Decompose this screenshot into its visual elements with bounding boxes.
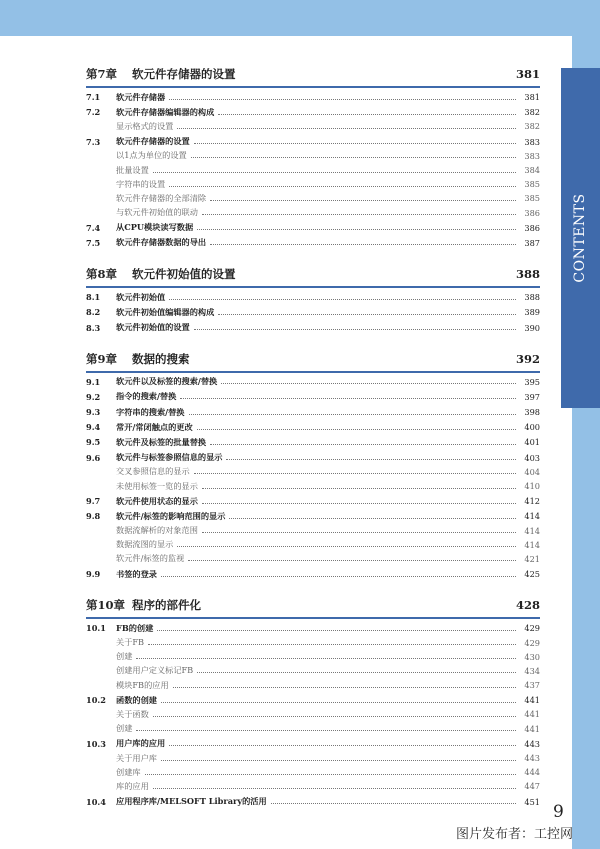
entry-page: 385: [524, 193, 540, 204]
contents-tab-label: CONTENTS: [572, 193, 588, 283]
toc-entry[interactable]: [86, 678, 540, 692]
chapter-heading[interactable]: [86, 66, 540, 88]
entry-title: 软元件使用状态的显示: [116, 495, 198, 506]
chapter-page: 428: [515, 598, 540, 613]
toc-entry[interactable]: [86, 390, 540, 404]
toc-entry[interactable]: [86, 290, 540, 304]
dot-leader: [197, 429, 516, 430]
dot-leader: [177, 546, 516, 547]
toc-entry[interactable]: [86, 494, 540, 508]
chapter-page: 388: [515, 267, 540, 282]
toc-entry[interactable]: [86, 737, 540, 751]
dot-leader: [189, 414, 517, 415]
dot-leader: [157, 630, 516, 631]
entry-page: 451: [524, 796, 540, 807]
entry-page: 382: [524, 121, 540, 132]
entry-page: 404: [524, 466, 540, 477]
dot-leader: [169, 99, 516, 100]
entry-title: 常开/常闭触点的更改: [116, 421, 193, 432]
entry-page: 434: [524, 665, 540, 676]
chapter-title: 程序的部件化: [132, 598, 201, 613]
entry-title: 书签的登录: [116, 568, 157, 579]
toc-entry[interactable]: [86, 105, 540, 119]
toc-entry[interactable]: [86, 538, 540, 552]
entry-title: 创建库: [116, 766, 141, 777]
toc-entry[interactable]: [86, 90, 540, 104]
chapter-title: 软元件初始值的设置: [132, 267, 236, 282]
entry-number: 9.7: [86, 496, 101, 507]
toc-entry[interactable]: [86, 435, 540, 449]
entry-title: 关于用户库: [116, 752, 157, 763]
entry-title: 软元件存储器的全部清除: [116, 192, 207, 203]
entry-title: 软元件存储器数据的导出: [116, 237, 207, 248]
dot-leader: [218, 114, 516, 115]
entry-list: [86, 288, 540, 335]
entry-page: 441: [524, 709, 540, 720]
entry-page: 429: [524, 623, 540, 634]
entry-page: 429: [524, 637, 540, 648]
entry-page: 400: [524, 422, 540, 433]
chapter-title: 软元件存储器的设置: [132, 67, 236, 81]
dot-leader: [197, 672, 516, 673]
dot-leader: [194, 473, 516, 474]
dot-leader: [188, 560, 516, 561]
dot-leader: [229, 518, 516, 519]
entry-page: 447: [524, 781, 540, 792]
chapter-page: 392: [515, 351, 540, 366]
watermark: 图片发布者：工控网: [456, 827, 574, 842]
entry-title: 创建用户定义标记FB: [116, 665, 194, 676]
dot-leader: [221, 383, 516, 384]
toc-entry[interactable]: [86, 779, 540, 793]
entry-page: 395: [524, 376, 540, 387]
entry-number: 8.2: [86, 307, 101, 318]
entry-title: 软元件及标签的批量替换: [116, 436, 207, 447]
entry-page: 383: [524, 136, 540, 147]
toc-entry[interactable]: [86, 795, 540, 809]
toc-entry[interactable]: [86, 765, 540, 779]
dot-leader: [202, 503, 516, 504]
entry-title: 显示格式的设置: [116, 120, 174, 131]
entry-list: [86, 373, 540, 582]
dot-leader: [202, 532, 516, 533]
entry-page: 388: [524, 292, 540, 303]
entry-title: 字符串的搜索/替换: [116, 406, 185, 417]
entry-number: 9.9: [86, 569, 101, 580]
entry-number: 9.6: [86, 452, 101, 463]
dot-leader: [153, 716, 516, 717]
chapter-section: [86, 597, 540, 808]
chapter-section: [86, 351, 540, 582]
chapter-title: 数据的搜索: [132, 351, 190, 366]
page-number: 9: [553, 802, 564, 822]
chapter-section: [86, 266, 540, 335]
entry-number: 7.4: [86, 222, 101, 233]
toc-entry[interactable]: [86, 524, 540, 538]
entry-title: 指令的搜索/替换: [116, 391, 177, 402]
toc-entry[interactable]: [86, 465, 540, 479]
dot-leader: [177, 128, 516, 129]
entry-title: 模块FB的应用: [116, 679, 169, 690]
dot-leader: [169, 299, 516, 300]
chapter-number: 第7章: [86, 67, 118, 81]
chapter-section: [86, 66, 540, 250]
entry-title: 以1点为单位的设置: [116, 150, 187, 161]
dot-leader: [173, 687, 516, 688]
entry-title: 交叉参照信息的显示: [116, 466, 190, 477]
entry-title: 软元件存储器的设置: [116, 136, 190, 147]
toc-entry[interactable]: [86, 635, 540, 649]
entry-list: [86, 88, 540, 250]
entry-number: 7.1: [86, 92, 101, 103]
entry-page: 384: [524, 165, 540, 176]
entry-title: 批量设置: [116, 164, 149, 175]
entry-title: 软元件初始值编辑器的构成: [116, 306, 215, 317]
entry-title: 函数的创建: [116, 694, 157, 705]
entry-page: 401: [524, 437, 540, 448]
entry-number: 10.1: [86, 623, 106, 634]
dot-leader: [194, 143, 516, 144]
dot-leader: [191, 157, 516, 158]
entry-page: 437: [524, 680, 540, 691]
entry-page: 444: [524, 767, 540, 778]
entry-page: 430: [524, 651, 540, 662]
toc-entry[interactable]: [86, 375, 540, 389]
dot-leader: [202, 488, 516, 489]
entry-title: 与软元件初始值的联动: [116, 207, 198, 218]
toc-entry[interactable]: [86, 221, 540, 235]
dot-leader: [169, 745, 516, 746]
toc-entry[interactable]: [86, 650, 540, 664]
dot-leader: [136, 658, 516, 659]
dot-leader: [148, 644, 516, 645]
entry-number: 9.8: [86, 511, 101, 522]
entry-title: 应用程序库/MELSOFT Library的活用: [116, 796, 267, 807]
chapter-heading[interactable]: [86, 597, 540, 619]
toc-entry[interactable]: [86, 479, 540, 493]
entry-title: 软元件初始值的设置: [116, 322, 190, 333]
entry-page: 441: [524, 723, 540, 734]
toc-entry[interactable]: [86, 664, 540, 678]
entry-number: 9.3: [86, 407, 101, 418]
dot-leader: [197, 229, 516, 230]
entry-number: 7.2: [86, 107, 101, 118]
table-of-contents: [86, 66, 540, 825]
entry-title: 未使用标签一览的显示: [116, 480, 198, 491]
entry-title: 软元件与标签参照信息的显示: [116, 452, 223, 463]
entry-title: 软元件存储器: [116, 91, 166, 102]
entry-number: 9.4: [86, 422, 101, 433]
entry-page: 397: [524, 391, 540, 402]
dot-leader: [271, 803, 516, 804]
toc-entry[interactable]: [86, 177, 540, 191]
entry-title: 软元件以及标签的搜索/替换: [116, 376, 218, 387]
entry-page: 383: [524, 150, 540, 161]
entry-title: 字符串的设置: [116, 178, 166, 189]
entry-page: 386: [524, 222, 540, 233]
toc-entry[interactable]: [86, 451, 540, 465]
toc-entry[interactable]: [86, 509, 540, 523]
entry-page: 386: [524, 207, 540, 218]
entry-number: 7.3: [86, 136, 101, 147]
entry-title: 软元件初始值: [116, 291, 166, 302]
entry-title: 库的应用: [116, 780, 149, 791]
dot-leader: [210, 444, 516, 445]
dot-leader: [161, 702, 516, 703]
entry-title: 数据流解析的对象范围: [116, 525, 198, 536]
entry-number: 10.4: [86, 796, 106, 807]
entry-title: 关于FB: [116, 637, 145, 648]
toc-entry[interactable]: [86, 191, 540, 205]
toc-entry[interactable]: [86, 420, 540, 434]
entry-number: 9.5: [86, 437, 101, 448]
toc-entry[interactable]: [86, 149, 540, 163]
entry-title: 用户库的应用: [116, 738, 166, 749]
entry-page: 389: [524, 307, 540, 318]
chapter-heading[interactable]: [86, 351, 540, 373]
entry-title: 创建: [116, 723, 133, 734]
toc-entry[interactable]: [86, 707, 540, 721]
toc-entry[interactable]: [86, 722, 540, 736]
chapter-number: 第9章: [86, 351, 118, 366]
chapter-number: 第10章: [86, 598, 126, 613]
entry-page: 390: [524, 322, 540, 333]
toc-entry[interactable]: [86, 621, 540, 635]
toc-entry[interactable]: [86, 135, 540, 149]
dot-leader: [145, 774, 516, 775]
entry-page: 443: [524, 753, 540, 764]
toc-entry[interactable]: [86, 751, 540, 765]
entry-page: 441: [524, 695, 540, 706]
toc-entry[interactable]: [86, 567, 540, 581]
entry-title: 关于函数: [116, 708, 149, 719]
entry-title: 软元件/标签的监视: [116, 553, 185, 564]
toc-entry[interactable]: [86, 119, 540, 133]
entry-page: 414: [524, 511, 540, 522]
entry-title: 数据流图的显示: [116, 539, 174, 550]
dot-leader: [136, 730, 516, 731]
entry-title: 软元件/标签的影响范围的显示: [116, 510, 226, 521]
entry-number: 8.1: [86, 292, 101, 303]
entry-page: 387: [524, 237, 540, 248]
entry-number: 7.5: [86, 237, 101, 248]
dot-leader: [153, 788, 516, 789]
toc-entry[interactable]: [86, 693, 540, 707]
entry-page: 382: [524, 107, 540, 118]
entry-number: 10.2: [86, 695, 106, 706]
entry-page: 403: [524, 452, 540, 463]
entry-page: 398: [524, 407, 540, 418]
entry-title: 创建: [116, 651, 133, 662]
entry-page: 421: [524, 553, 540, 564]
entry-page: 385: [524, 179, 540, 190]
dot-leader: [161, 576, 516, 577]
dot-leader: [202, 214, 516, 215]
entry-page: 414: [524, 539, 540, 550]
entry-page: 443: [524, 738, 540, 749]
chapter-number: 第8章: [86, 267, 118, 282]
entry-title: 从CPU模块读写数据: [116, 222, 194, 233]
entry-number: 9.2: [86, 391, 101, 402]
toc-entry[interactable]: [86, 552, 540, 566]
dot-leader: [210, 244, 516, 245]
entry-list: [86, 619, 540, 808]
entry-number: 10.3: [86, 738, 106, 749]
toc-entry[interactable]: [86, 236, 540, 250]
toc-entry[interactable]: [86, 206, 540, 220]
dot-leader: [153, 172, 516, 173]
entry-number: 9.1: [86, 376, 101, 387]
entry-page: 425: [524, 569, 540, 580]
dot-leader: [194, 329, 516, 330]
dot-leader: [161, 760, 516, 761]
entry-page: 381: [524, 92, 540, 103]
toc-entry[interactable]: [86, 163, 540, 177]
dot-leader: [169, 186, 516, 187]
chapter-page: 381: [515, 67, 540, 81]
dot-leader: [218, 314, 516, 315]
entry-title: 软元件存储器编辑器的构成: [116, 106, 215, 117]
entry-page: 414: [524, 525, 540, 536]
toc-entry[interactable]: [86, 320, 540, 334]
header-band: [0, 0, 600, 36]
dot-leader: [226, 459, 516, 460]
toc-entry[interactable]: [86, 305, 540, 319]
entry-page: 410: [524, 481, 540, 492]
entry-title: FB的创建: [116, 622, 154, 633]
dot-leader: [180, 398, 516, 399]
toc-entry[interactable]: [86, 405, 540, 419]
entry-number: 8.3: [86, 322, 101, 333]
dot-leader: [210, 200, 516, 201]
entry-page: 412: [524, 496, 540, 507]
chapter-heading[interactable]: [86, 266, 540, 288]
